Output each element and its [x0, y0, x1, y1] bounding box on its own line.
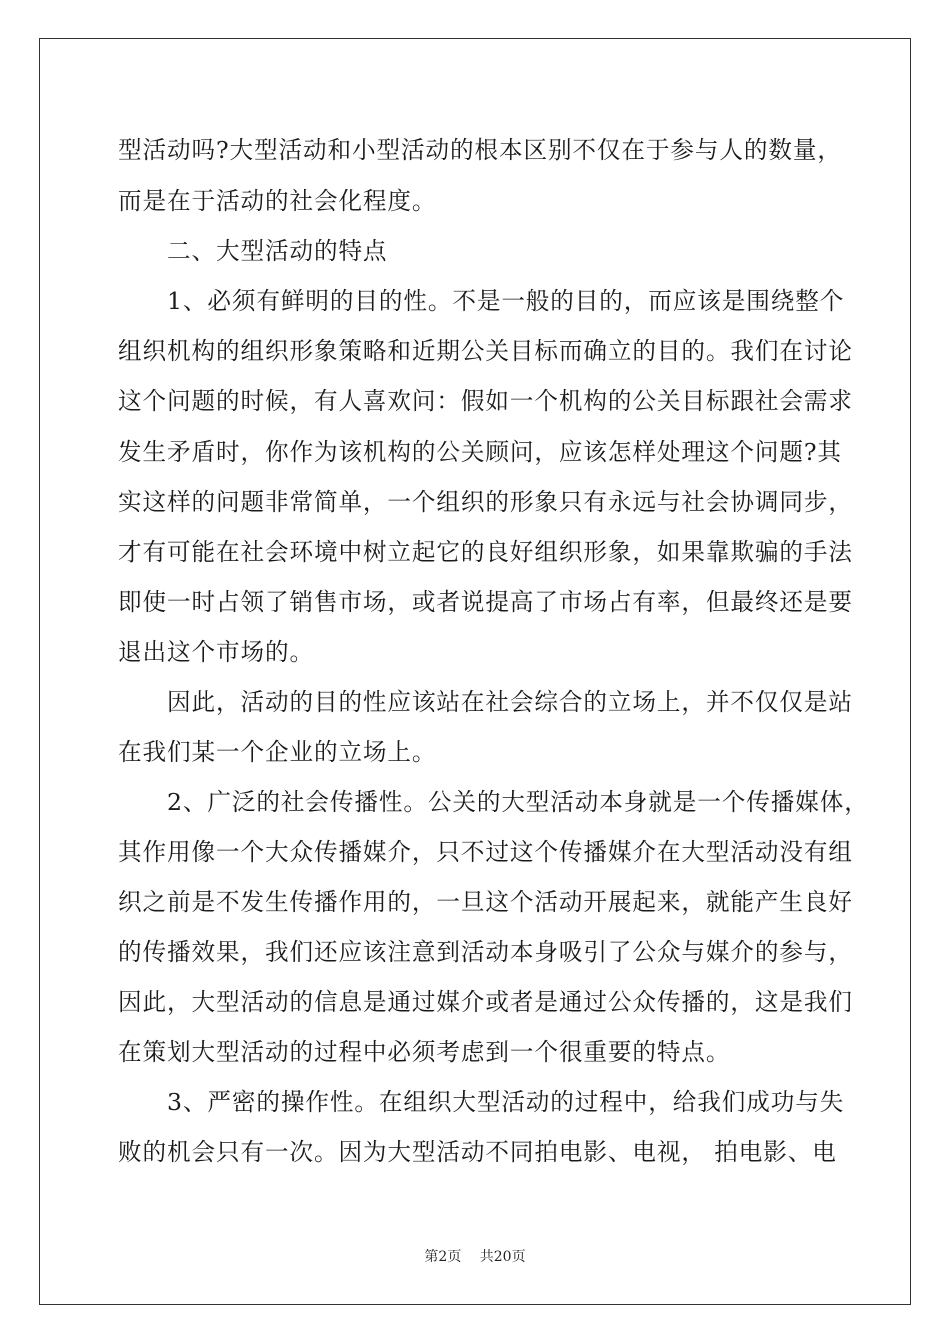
text-line: 其作用像一个大众传播媒介，只不过这个传播媒介在大型活动没有组: [118, 838, 853, 866]
text-line: 组织机构的组织形象策略和近期公关目标而确立的目的。我们在讨论: [118, 337, 853, 365]
text-line: 织之前是不发生传播作用的，一旦这个活动开展起来，就能产生良好: [118, 888, 853, 916]
section-heading: 二、大型活动的特点: [118, 237, 388, 265]
text-line: 这个问题的时候，有人喜欢问：假如一个机构的公关目标跟社会需求: [118, 387, 853, 415]
text-line: 实这样的问题非常简单，一个组织的形象只有永远与社会协调同步，: [118, 488, 853, 516]
text-line: 3、严密的操作性。在组织大型活动的过程中，给我们成功与失: [118, 1088, 845, 1116]
text-line: 才有可能在社会环境中树立起它的良好组织形象，如果靠欺骗的手法: [118, 538, 853, 566]
text-line: 在策划大型活动的过程中必须考虑到一个很重要的特点。: [118, 1038, 731, 1066]
text-line: 即使一时占领了销售市场，或者说提高了市场占有率，但最终还是要: [118, 588, 853, 616]
text-line: 因此，活动的目的性应该站在社会综合的立场上，并不仅仅是站: [118, 688, 853, 716]
text-line: 型活动吗?大型活动和小型活动的根本区别不仅在于参与人的数量，: [118, 136, 842, 164]
text-line: 在我们某一个企业的立场上。: [118, 738, 437, 766]
text-line: 发生矛盾时，你作为该机构的公关顾问，应该怎样处理这个问题?其: [118, 438, 842, 466]
page-footer: 第2页 共20页: [424, 1249, 526, 1265]
text-line: 因此，大型活动的信息是通过媒介或者是通过公众传播的，这是我们: [118, 988, 853, 1016]
text-line: 的传播效果，我们还应该注意到活动本身吸引了公众与媒介的参与，: [118, 938, 853, 966]
text-line: 而是在于活动的社会化程度。: [118, 187, 437, 215]
text-line: 1、必须有鲜明的目的性。不是一般的目的，而应该是围绕整个: [118, 287, 845, 315]
text-line: 退出这个市场的。: [118, 638, 314, 666]
text-line: 败的机会只有一次。因为大型活动不同拍电影、电视， 拍电影、电: [118, 1138, 837, 1166]
text-line: 2、广泛的社会传播性。公关的大型活动本身就是一个传播媒体，: [118, 788, 869, 816]
